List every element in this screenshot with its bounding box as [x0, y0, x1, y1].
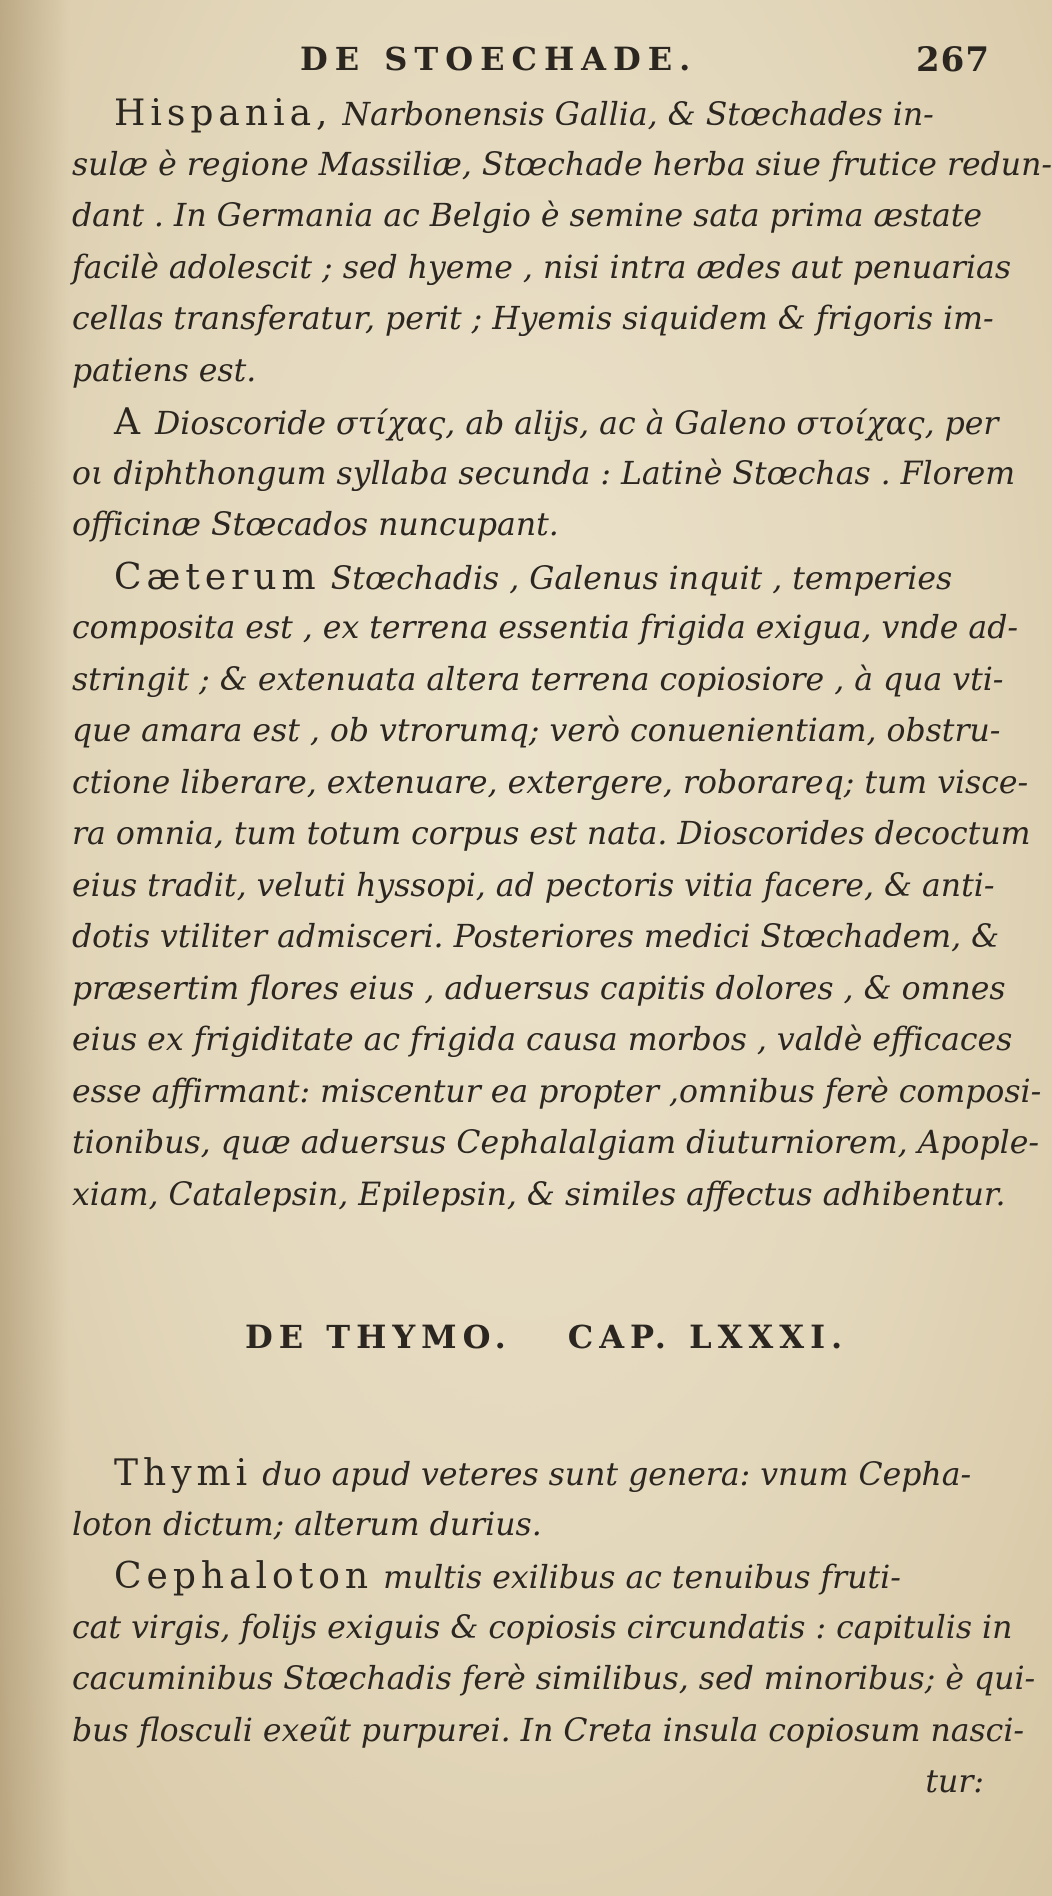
- line-text: composita est , ex terrena essentia frigida exigua, vnde ad-: [72, 610, 1018, 646]
- text-line: [72, 1603, 1013, 1655]
- line-text: præsertim flores eius , aduersus capitis dolores , & omnes: [72, 970, 1006, 1007]
- line-text: bus flosculi exeũt purpurei. In Creta insula copiosum nasci-: [72, 1712, 1025, 1749]
- line-text: dotis vtiliter admisceri. Posteriores medici Stœchadem, &: [72, 919, 1000, 955]
- text-line: [72, 1067, 1042, 1119]
- line-text: tur:: [925, 1764, 984, 1800]
- chapter-heading: [245, 1318, 945, 1356]
- text-line: [72, 397, 1002, 449]
- section-stoechas-text: [72, 88, 1052, 1221]
- line-text: Narbonensis Gallia, & Stœchades in-: [332, 97, 934, 133]
- line-text: stringit ; & extenuata altera terrena copiosiore , à qua vti-: [72, 661, 1004, 698]
- text-line: [72, 964, 1006, 1016]
- line-text: tionibus, quæ aduersus Cephalalgiam diuturniorem, Apople-: [72, 1125, 1039, 1161]
- line-text: Stœchadis , Galenus inquit , temperies: [320, 560, 953, 597]
- line-text: xiam, Catalepsin, Epilepsin, & similes affectus adhibentur.: [72, 1176, 1006, 1213]
- text-line: [72, 655, 1002, 707]
- text-line: [72, 191, 1002, 243]
- text-line: [72, 449, 1016, 501]
- section-thymus-text: [72, 1448, 1036, 1809]
- text-line: [72, 140, 1052, 192]
- line-text: cellas transferatur, perit ; Hyemis siquidem & frigoris im-: [72, 301, 994, 337]
- text-line: [72, 1757, 1002, 1809]
- text-line: [72, 1706, 1025, 1758]
- running-head: [300, 40, 990, 90]
- line-text: eius ex frigiditate ac frigida causa morbos , valdè efficaces: [72, 1022, 1013, 1058]
- text-line: [72, 346, 1002, 398]
- line-text: duo apud veteres sunt genera: vnum Cepha-: [252, 1457, 972, 1493]
- line-text: esse affirmant: miscentur ea propter ,omnibus ferè composi-: [72, 1073, 1042, 1110]
- small-caps-lead: Cephaloton: [114, 1556, 374, 1597]
- text-line: [72, 912, 1002, 964]
- text-line: [72, 294, 1002, 346]
- chapter-title: DE THYMO.: [245, 1318, 512, 1356]
- small-caps-lead: A: [114, 402, 145, 443]
- chapter-number: CAP. LXXXI.: [567, 1318, 849, 1356]
- line-text: Dioscoride στίχας, ab alijs, ac à Galeno στοίχας, per: [145, 406, 999, 442]
- text-line: [72, 500, 1002, 552]
- line-text: multis exilibus ac tenuibus fruti-: [373, 1560, 901, 1596]
- text-line: [72, 1170, 1006, 1222]
- line-text: οι diphthongum syllaba secunda : Latinè Stœchas . Florem: [72, 455, 1016, 492]
- text-line: [72, 1015, 1013, 1067]
- running-head-title: DE STOECHADE.: [300, 40, 698, 78]
- small-caps-lead: Hispania,: [114, 93, 333, 134]
- line-text: dant . In Germania ac Belgio è semine sata prima æstate: [72, 198, 983, 234]
- line-text: cacuminibus Stœchadis ferè similibus, sed minoribus; è qui-: [72, 1661, 1036, 1697]
- text-line: [72, 809, 1031, 861]
- text-line: [72, 1500, 1002, 1552]
- line-text: que amara est , ob vtrorumq; verò conuenientiam, obstru-: [72, 713, 1001, 749]
- line-text: eius tradit, veluti hyssopi, ad pectoris vitia facere, & anti-: [72, 867, 995, 904]
- text-line: [72, 1118, 1039, 1170]
- small-caps-lead: Thymi: [114, 1453, 253, 1494]
- text-line: [72, 552, 1002, 604]
- line-text: facilè adolescit ; sed hyeme , nisi intra ædes aut penuarias: [72, 249, 1012, 286]
- text-line: [72, 706, 1002, 758]
- line-text: ctione liberare, extenuare, extergere, roborareq; tum visce-: [72, 764, 1029, 801]
- text-line: [72, 88, 1002, 140]
- text-line: [72, 243, 1012, 295]
- page-number: 267: [916, 40, 990, 80]
- line-text: ra omnia, tum totum corpus est nata. Dioscorides decoctum: [72, 816, 1031, 852]
- text-line: [72, 603, 1018, 655]
- text-line: [72, 758, 1029, 810]
- text-line: [72, 1448, 1002, 1500]
- line-text: officinæ Stœcados nuncupant.: [72, 507, 559, 543]
- small-caps-lead: Cæterum: [114, 556, 321, 598]
- line-text: loton dictum; alterum durius.: [72, 1506, 542, 1543]
- text-line: [72, 861, 1002, 913]
- text-line: [72, 1654, 1036, 1706]
- line-text: cat virgis, folijs exiguis & copiosis circundatis : capitulis in: [72, 1609, 1013, 1646]
- line-text: sulæ è regione Massiliæ, Stœchade herba siue frutice redun-: [72, 146, 1052, 183]
- line-text: patiens est.: [72, 352, 257, 389]
- text-line: [72, 1551, 1002, 1603]
